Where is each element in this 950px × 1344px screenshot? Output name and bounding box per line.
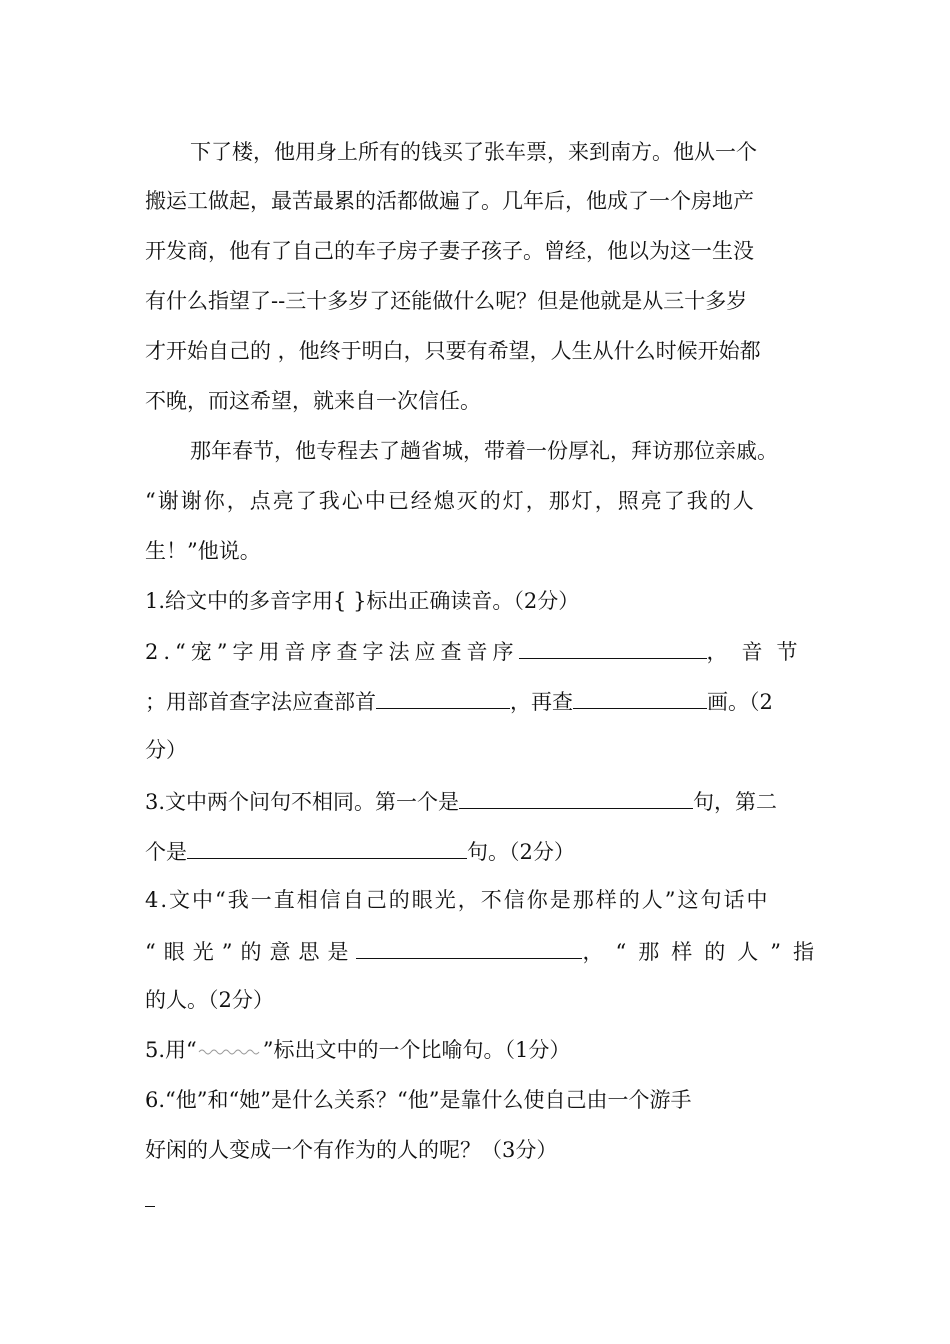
question-text: 句。（2分） xyxy=(467,840,575,864)
wavy-underline-mark xyxy=(197,1047,263,1057)
answer-blank[interactable] xyxy=(356,936,582,959)
question-text: ，“那样的人”指 xyxy=(582,940,826,964)
answer-blank[interactable] xyxy=(187,836,467,859)
passage-line: 生！”他说。 xyxy=(145,539,261,563)
answer-blank[interactable] xyxy=(376,686,510,709)
answer-line-mark xyxy=(145,1206,155,1207)
question-5 xyxy=(145,1036,570,1064)
question-text: ；用部首查字法应查部首 xyxy=(145,690,376,714)
passage-line: 有什么指望了--三十多岁了还能做什么呢？但是他就是从三十多岁 xyxy=(145,289,748,313)
question-text: “眼光”的意思是 xyxy=(145,940,357,964)
passage-line: 不晚，而这希望，就来自一次信任。 xyxy=(145,389,481,413)
question-4-line2 xyxy=(145,936,826,964)
passage-line: 开发商，他有了自己的车子房子妻子孩子。曾经，他以为这一生没 xyxy=(145,239,754,263)
question-2-line1 xyxy=(145,636,812,664)
passage-line: 下了楼，他用身上所有的钱买了张车票，来到南方。他从一个 xyxy=(190,140,757,164)
question-2-line2 xyxy=(145,686,773,714)
question-6-line2: 好闲的人变成一个有作为的人的呢？（3分） xyxy=(145,1138,558,1162)
passage-line: 才开始自己的 ，他终于明白，只要有希望，人生从什么时候开始都 xyxy=(145,339,761,363)
question-text: 2.“宠”字用音序查字法应查音序 xyxy=(145,640,519,664)
answer-blank[interactable] xyxy=(459,786,693,809)
question-text: ”标出文中的一个比喻句。（1分） xyxy=(262,1038,571,1062)
question-1: 1.给文中的多音字用{ }标出正确读音。（2分） xyxy=(145,589,580,613)
question-4-line3: 的人。（2分） xyxy=(145,988,274,1012)
question-text: 5.用“ xyxy=(145,1038,197,1062)
question-4-line1: 4.文中“我一直相信自己的眼光，不信你是那样的人”这句话中 xyxy=(145,888,770,912)
passage-line: 搬运工做起，最苦最累的活都做遍了。几年后，他成了一个房地产 xyxy=(145,189,754,213)
question-text: 个是 xyxy=(145,840,187,864)
answer-blank[interactable] xyxy=(519,636,707,659)
question-text: 3.文中两个问句不相同。第一个是 xyxy=(145,790,460,814)
question-text: 画。（2 xyxy=(707,690,773,714)
question-text: ，音节 xyxy=(706,640,812,664)
answer-blank[interactable] xyxy=(573,686,707,709)
question-3-line1 xyxy=(145,786,777,814)
question-6-line1: 6.“他”和“她”是什么关系？“他”是靠什么使自己由一个游手 xyxy=(145,1088,692,1112)
question-2-line3: 分） xyxy=(145,738,187,762)
passage-line: “谢谢你，点亮了我心中已经熄灭的灯，那灯，照亮了我的人 xyxy=(145,489,756,513)
question-text: 句，第二 xyxy=(693,790,778,814)
question-3-line2 xyxy=(145,836,575,864)
question-text: ，再查 xyxy=(510,690,573,714)
passage-line: 那年春节，他专程去了趟省城，带着一份厚礼，拜访那位亲戚。 xyxy=(190,439,778,463)
